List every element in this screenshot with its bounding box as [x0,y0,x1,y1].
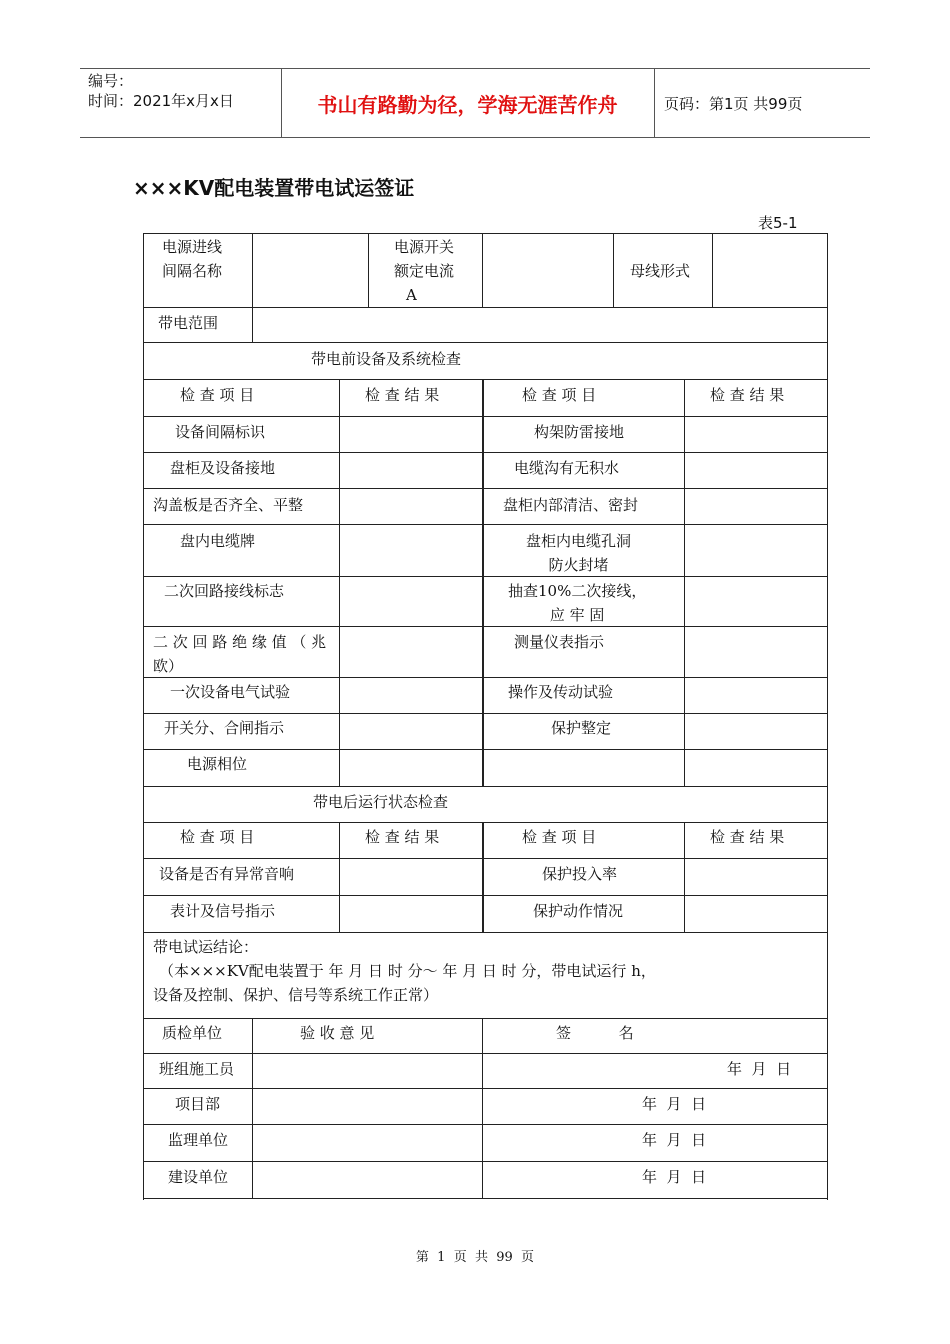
check-item: 保护整定 [551,719,612,737]
check-item: 电源相位 [187,755,248,773]
page-header [80,68,870,138]
energized-scope-label: 带电范围 [158,314,219,332]
check-item: 保护投入率 [542,865,618,883]
check-item: 盘柜及设备接地 [170,459,276,477]
check-item: 表计及信号指示 [170,902,276,920]
check-item: 盘内电缆牌 [180,532,256,550]
col-header-result: 检 查 结 果 [710,386,785,404]
page-footer: 第 1 页 共 99 页 [415,1250,535,1265]
check-item: 测量仪表指示 [514,633,605,651]
power-bay-label: 电源进线 间隔名称 [162,238,223,280]
date-label: 时间：2021年x月x日 [88,92,234,110]
sign-header-opinion: 验 收 意 见 [300,1024,375,1042]
check-item: 盘柜内电缆孔洞 防火封堵 [526,532,632,574]
col-header-result: 检 查 结 果 [710,828,785,846]
check-item: 抽查10%二次接线， 应 牢 固 [508,582,647,624]
header-meta [88,71,282,111]
col-header-item: 检 查 项 目 [180,386,255,404]
check-item: 设备间隔标识 [175,423,266,441]
check-item: 盘柜内部清洁、密封 [503,496,639,514]
sign-date: 年 月 日 [727,1060,792,1078]
sign-unit: 监理单位 [168,1131,229,1149]
section-post-title: 带电后运行状态检查 [313,793,449,811]
sign-header-signature: 签 名 [556,1024,634,1042]
check-item: 二次回路接线标志 [164,582,285,600]
sign-date: 年 月 日 [642,1131,707,1149]
code-label: 编号： [88,72,134,90]
sign-unit: 建设单位 [168,1168,229,1186]
col-header-item: 检 查 项 目 [522,386,597,404]
check-item: 构架防雷接地 [534,423,625,441]
check-item: 开关分、合闸指示 [164,719,285,737]
sign-unit: 班组施工员 [159,1060,235,1078]
doc-title: ×××KV配电装置带电试运签证 [133,176,415,200]
check-item: 设备是否有异常音响 [159,865,295,883]
check-item: 电缆沟有无积水 [514,459,620,477]
switch-rating-label: 电源开关 额定电流 A [394,238,455,304]
col-header-item: 检 查 项 目 [180,828,255,846]
sign-header-unit: 质检单位 [162,1024,223,1042]
sign-date: 年 月 日 [642,1168,707,1186]
check-item: 保护动作情况 [533,902,624,920]
motto: 书山有路勤为径，学海无涯苦作舟 [317,92,618,117]
check-item: 操作及传动试验 [508,683,614,701]
check-item: 二 次 回 路 绝 缘 值 （ 兆 欧） [153,633,327,675]
busbar-label: 母线形式 [630,262,691,280]
table-number: 表5-1 [758,214,798,232]
check-item: 沟盖板是否齐全、平整 [153,496,304,514]
sign-unit: 项目部 [175,1095,221,1113]
section-pre-title: 带电前设备及系统检查 [311,350,462,368]
conclusion-text: 带电试运结论： （本×××KV配电装置于 年 月 日 时 分～ 年 月 日 时 分，带电试运行 h， 设备及控制、保护、信号等系统工作正常） [153,938,656,1004]
sign-date: 年 月 日 [642,1095,707,1113]
page-info: 页码：第1页 共99页 [664,95,803,113]
col-header-result: 检 查 结 果 [365,386,440,404]
col-header-result: 检 查 结 果 [365,828,440,846]
check-item: 一次设备电气试验 [170,683,291,701]
col-header-item: 检 查 项 目 [522,828,597,846]
